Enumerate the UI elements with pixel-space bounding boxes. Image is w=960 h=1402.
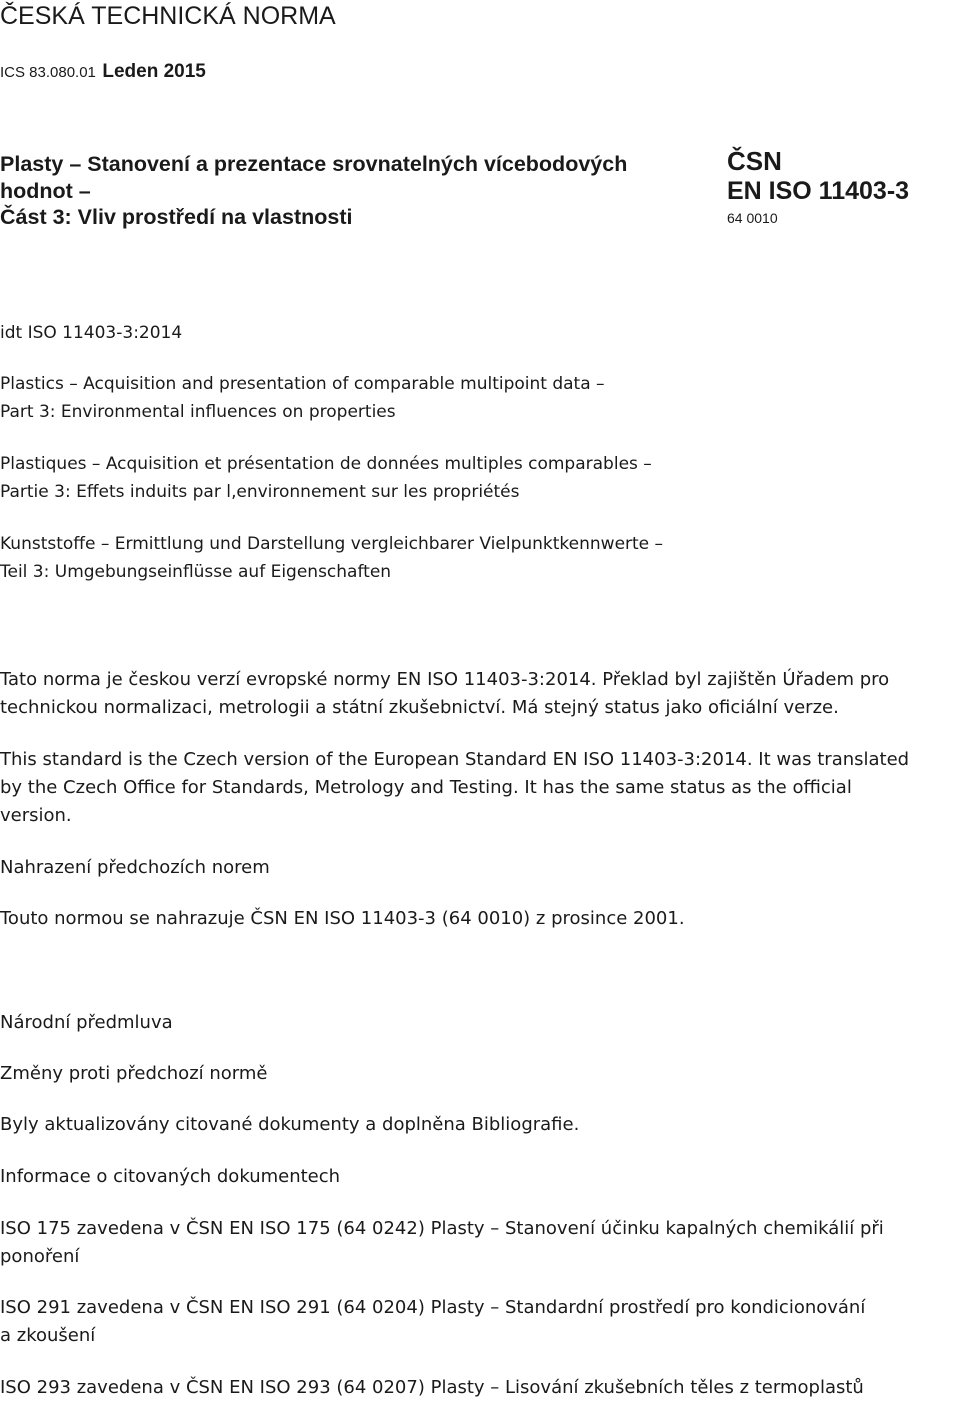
- title-en-line: Plastics – Acquisition and presentation of comparable multipoint data –: [0, 374, 605, 394]
- classification-code: 64 0010: [727, 210, 778, 226]
- title-line: Část 3: Vliv prostředí na vlastnosti: [0, 205, 353, 229]
- title-de-line: Kunststoffe – Ermittlung und Darstellung vergleichbarer Vielpunktkennwerte –: [0, 534, 664, 554]
- replacement-text: Touto normou se nahrazuje ČSN EN ISO 11403-3 (64 0010) z prosince 2001.: [0, 908, 685, 929]
- cited-document-line: ISO 293 zavedena v ČSN EN ISO 293 (64 0207) Plasty – Lisování zkušebních těles z termoplastů: [0, 1377, 864, 1398]
- cited-document-line: a zkoušení: [0, 1325, 96, 1346]
- cited-document-item: [0, 1374, 864, 1402]
- issue-date: Leden 2015: [102, 61, 206, 82]
- cited-document-line: ISO 291 zavedena v ČSN EN ISO 291 (64 0204) Plasty – Standardní prostředí pro kondicionování: [0, 1297, 866, 1318]
- cited-document-line: ponoření: [0, 1246, 80, 1267]
- changes-text: Byly aktualizovány citované dokumenty a doplněna Bibliografie.: [0, 1114, 580, 1135]
- title-de-line: Teil 3: Umgebungseinflüsse auf Eigenschaften: [0, 562, 392, 582]
- foreword-heading: Národní předmluva: [0, 1012, 173, 1033]
- ics-code: ICS 83.080.01: [0, 64, 96, 81]
- status-en-line: This standard is the Czech version of the European Standard EN ISO 11403-3:2014. It was translated: [0, 749, 910, 770]
- cited-document-item: [0, 1215, 884, 1271]
- title-en: [0, 370, 605, 426]
- title-line: Plasty – Stanovení a prezentace srovnatelných vícebodových: [0, 152, 628, 176]
- status-cz-line: technickou normalizaci, metrologii a státní zkušebnictví. Má stejný status jako oficiální verze.: [0, 697, 839, 718]
- changes-heading: Změny proti předchozí normě: [0, 1063, 268, 1084]
- status-cz-line: Tato norma je českou verzí evropské normy EN ISO 11403-3:2014. Překlad byl zajištěn Úřadem pro: [0, 669, 890, 690]
- status-en-line: version.: [0, 805, 72, 826]
- standard-designation: [727, 146, 909, 228]
- meta-row: [0, 61, 206, 83]
- status-en-line: by the Czech Office for Standards, Metrology and Testing. It has the same status as the official: [0, 777, 852, 798]
- identical-standard: idt ISO 11403-3:2014: [0, 323, 183, 343]
- status-cz: [0, 666, 889, 722]
- cited-documents-heading: Informace o citovaných dokumentech: [0, 1166, 341, 1187]
- title-line: hodnot –: [0, 178, 91, 203]
- title-fr-line: Plastiques – Acquisition et présentation de données multiples comparables –: [0, 454, 652, 474]
- document-type: ČESKÁ TECHNICKÁ NORMA: [0, 2, 336, 30]
- standard-number: EN ISO 11403-3: [727, 177, 910, 205]
- title-fr: [0, 450, 652, 506]
- replacement-heading: Nahrazení předchozích norem: [0, 857, 270, 878]
- cited-document-item: [0, 1294, 865, 1350]
- status-en: [0, 746, 909, 830]
- title-de: [0, 530, 663, 586]
- cited-document-line: ISO 175 zavedena v ČSN EN ISO 175 (64 0242) Plasty – Stanovení účinku kapalných chemikálií při: [0, 1218, 884, 1239]
- document-title: [0, 151, 700, 231]
- standard-prefix: ČSN: [727, 146, 782, 176]
- title-fr-line: Partie 3: Effets induits par l‚environnement sur les propriétés: [0, 482, 520, 502]
- title-en-line: Part 3: Environmental influences on properties: [0, 402, 396, 422]
